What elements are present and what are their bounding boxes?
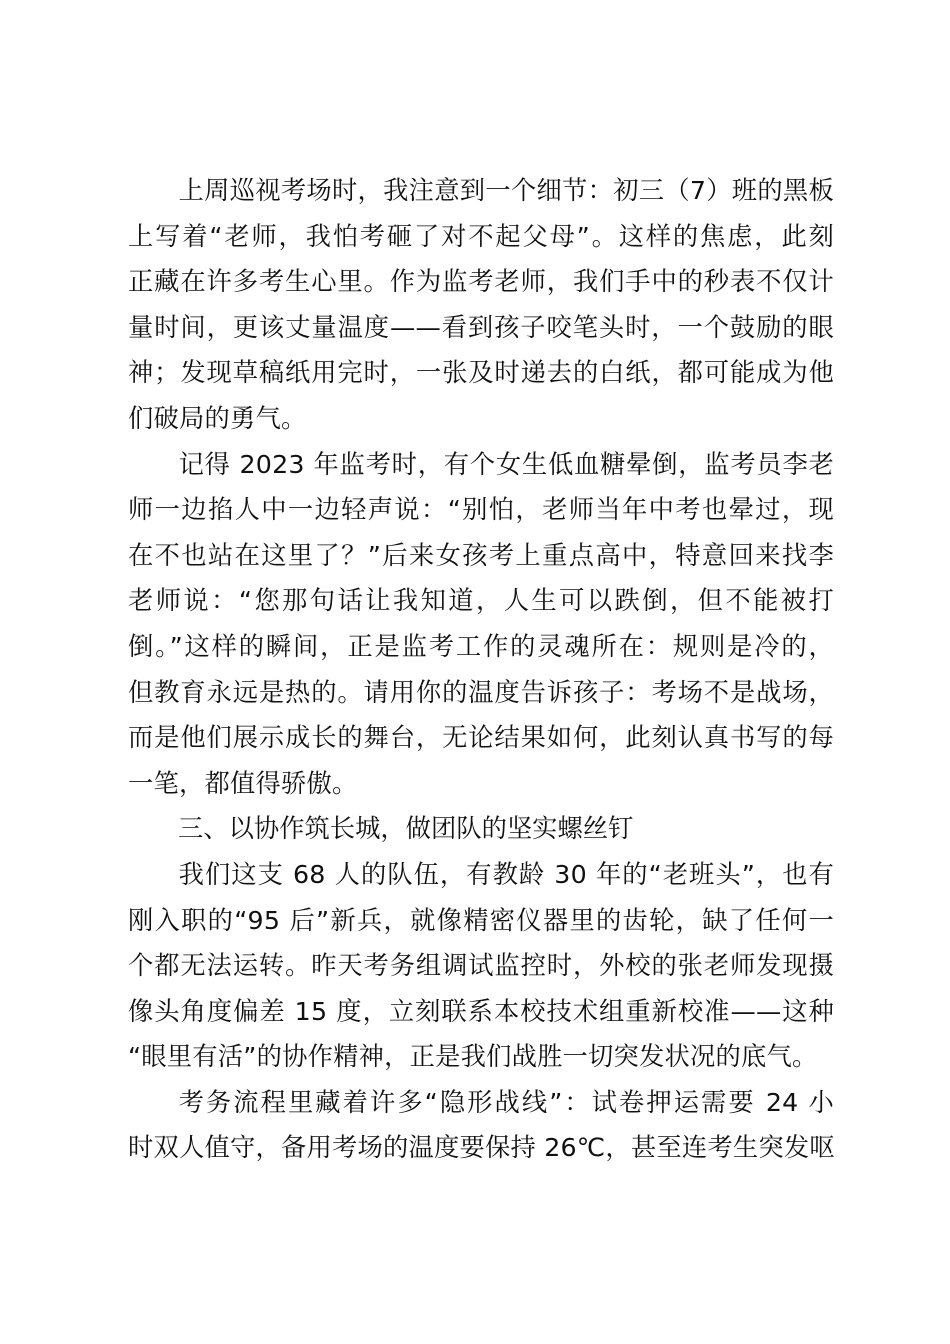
section-heading: 三、以协作筑长城，做团队的坚实螺丝钉: [178, 814, 634, 844]
text-line: 们破局的勇气。: [128, 403, 307, 433]
text-line: 师一边掐人中一边轻声说：“别怕，老师当年中考也晕过，现: [128, 495, 834, 525]
text-line: 我们这支 68 人的队伍，有教龄 30 年的“老班头”，也有: [178, 859, 834, 889]
text-line: 考务流程里藏着许多“隐形战线”：试卷押运需要 24 小: [178, 1087, 834, 1117]
text-line: 刚入职的“95 后”新兵，就像精密仪器里的齿轮，缺了任何一: [128, 905, 834, 935]
text-line: 正藏在许多考生心里。作为监考老师，我们手中的秒表不仅计: [128, 267, 834, 297]
text-line: 倒。”这样的瞬间，正是监考工作的灵魂所在：规则是冷的，: [128, 631, 834, 661]
text-line: 一笔，都值得骄傲。: [128, 768, 358, 798]
text-line: 记得 2023 年监考时，有个女生低血糖晕倒，监考员李老: [178, 449, 834, 479]
text-line: 个都无法运转。昨天考务组调试监控时，外校的张老师发现摄: [128, 951, 834, 981]
text-line: “眼里有活”的协作精神，正是我们战胜一切突发状况的底气。: [128, 1042, 818, 1072]
paragraph-team-68: [128, 852, 834, 1080]
document-body: [128, 168, 834, 1171]
text-line: 但教育永远是热的。请用你的温度告诉孩子：考场不是战场，: [128, 677, 834, 707]
text-line: 神；发现草稿纸用完时，一张及时递去的白纸，都可能成为他: [128, 358, 834, 388]
paragraph-exam-patrol: [128, 168, 834, 442]
paragraph-2023-memory: [128, 442, 834, 807]
text-line: 老师说：“您那句话让我知道，人生可以跌倒，但不能被打: [128, 586, 834, 616]
text-line: 在不也站在这里了？”后来女孩考上重点高中，特意回来找李: [128, 540, 834, 570]
text-line: 像头角度偏差 15 度，立刻联系本校技术组重新校准——这种: [128, 996, 834, 1026]
paragraph-hidden-front: [128, 1080, 834, 1171]
text-line: 而是他们展示成长的舞台，无论结果如何，此刻认真书写的每: [128, 723, 834, 753]
text-line: 上写着“老师，我怕考砸了对不起父母”。这样的焦虑，此刻: [128, 221, 834, 251]
text-line: 时双人值守，备用考场的温度要保持 26℃，甚至连考生突发呕: [128, 1133, 835, 1163]
text-line: 上周巡视考场时，我注意到一个细节：初三（7）班的黑板: [178, 176, 834, 205]
text-line: 量时间，更该丈量温度——看到孩子咬笔头时，一个鼓励的眼: [128, 312, 834, 342]
